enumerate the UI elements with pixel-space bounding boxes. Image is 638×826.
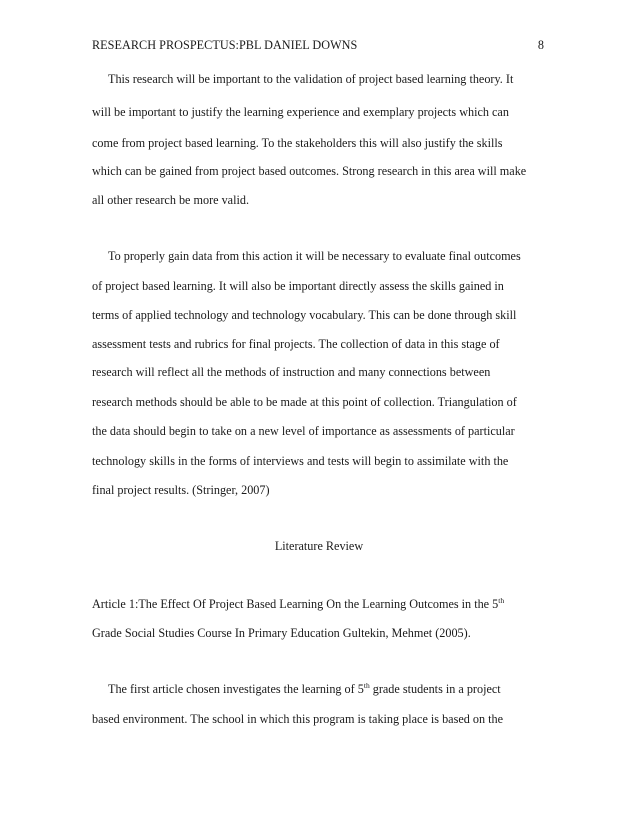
paragraph-2-line-4: assessment tests and rubrics for final projects. The collection of data in this stage of xyxy=(92,337,500,351)
paragraph-2-line-8: technology skills in the forms of interviews and tests will begin to assimilate with the xyxy=(92,454,509,468)
paragraph-1-line-2: will be important to justify the learning experience and exemplary projects which can xyxy=(92,105,509,119)
paragraph-2-line-3: terms of applied technology and technology vocabulary. This can be done through skill xyxy=(92,308,517,322)
paragraph-3-line-1-start: The first article chosen investigates the learning of 5 xyxy=(108,682,364,696)
paragraph-2-line-2: of project based learning. It will also be important directly assess the skills gained in xyxy=(92,279,504,293)
paragraph-3-line-1 xyxy=(108,681,501,697)
paragraph-2-line-1: To properly gain data from this action it will be necessary to evaluate final outcomes xyxy=(108,249,521,263)
paragraph-3-line-1-end: grade students in a project xyxy=(369,682,501,696)
section-heading: Literature Review xyxy=(274,539,364,553)
paragraph-1-line-4: which can be gained from project based outcomes. Strong research in this area will make xyxy=(92,164,527,178)
paragraph-2-line-9: final project results. (Stringer, 2007) xyxy=(92,483,270,497)
paragraph-2-line-6: research methods should be able to be made at this point of collection. Triangulation of xyxy=(92,395,517,409)
paragraph-2-line-5: research will reflect all the methods of instruction and many connections between xyxy=(92,365,491,379)
paragraph-1-line-3: come from project based learning. To the stakeholders this will also justify the skills xyxy=(92,136,503,150)
paragraph-2-line-7: the data should begin to take on a new level of importance as assessments of particular xyxy=(92,424,515,438)
article-1-title-line-2: Grade Social Studies Course In Primary Education Gultekin, Mehmet (2005). xyxy=(92,626,471,640)
running-head-title: RESEARCH PROSPECTUS:PBL DANIEL DOWNS xyxy=(92,38,358,52)
paragraph-1-line-5: all other research be more valid. xyxy=(92,193,250,207)
page-number: 8 xyxy=(537,38,544,52)
paragraph-1-line-1: This research will be important to the validation of project based learning theory. It xyxy=(108,72,514,86)
paragraph-3-line-2: based environment. The school in which this program is taking place is based on the xyxy=(92,712,504,726)
article-1-title-text: Article 1:The Effect Of Project Based Learning On the Learning Outcomes in the 5 xyxy=(92,597,499,611)
article-1-title-line-1 xyxy=(92,596,504,612)
ordinal-superscript: th xyxy=(363,681,370,690)
ordinal-superscript: th xyxy=(498,596,505,605)
